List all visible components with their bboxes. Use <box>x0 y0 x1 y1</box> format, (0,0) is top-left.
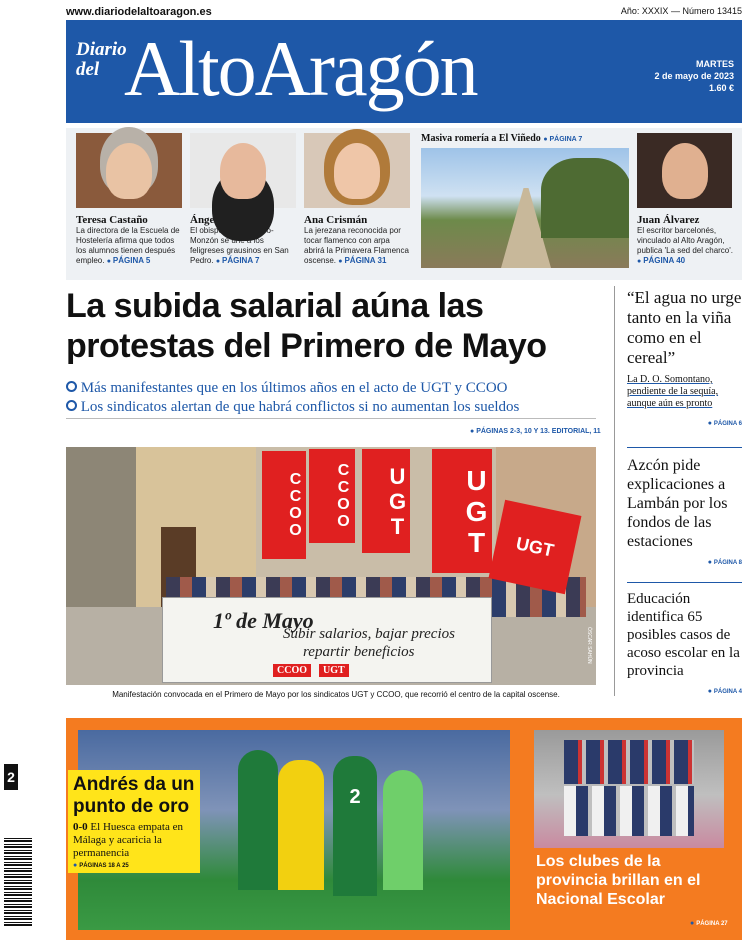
teaser-photo <box>637 133 732 208</box>
teaser-name: Ángel Pérez <box>190 214 247 226</box>
photo-caption: Manifestación convocada en el Primero de Mayo por los sindicatos UGT y CCOO, que recorrió el centro de la capital oscense. <box>112 690 560 699</box>
sidebar-divider <box>614 286 615 696</box>
sidebar-quote[interactable]: “El agua no urge tanto en la viña como en el cereal” La D. O. Somontano, pendiente de la sequía, aunque aún es pronto ● PÁGINA 6 <box>627 288 742 427</box>
bullet-circle-icon <box>66 400 77 411</box>
teaser-photo <box>190 133 296 208</box>
player-jersey: 2 <box>333 756 377 896</box>
lead-bullet-2: Los sindicatos alertan de que habrá conflictos si no aumentan los sueldos <box>66 399 519 416</box>
teaser-photo <box>76 133 182 208</box>
flag-ugt-2: UGT <box>432 449 492 573</box>
sports-story[interactable]: Andrés da un punto de oro 0-0 El Huesca empata en Málaga y acaricia la permanencia ● PÁGINAS 18 A 25 <box>68 770 200 873</box>
issue-number: — Número 13415 <box>670 6 742 16</box>
sports-text: 0-0 El Huesca empata en Málaga y acaricia la permanencia <box>73 821 183 859</box>
quote-subtitle: La D. O. Somontano, pendiente de la sequía, aunque aún es pronto <box>627 374 719 409</box>
protest-banner: 1º de Mayo Subir salarios, bajar precios repartir beneficios CCOO UGT <box>162 597 492 683</box>
sports-headline: Andrés da un punto de oro <box>73 774 195 817</box>
teaser-romeria[interactable] <box>421 133 629 268</box>
sidebar-story-acoso[interactable]: Educación identifica 65 posibles casos de acoso escolar en la provincia ● PÁGINA 4 <box>627 590 742 695</box>
team-row-back <box>564 740 694 784</box>
teaser-text: La directora de la Escuela de Hostelería afirma que todos los alumnos tienen después empleo. ● PÁGINA 5 <box>76 226 182 267</box>
section-marker: 2 <box>4 764 18 790</box>
bullet-circle-icon <box>66 381 77 392</box>
clubs-page: ● PÁGINA 27 <box>690 920 728 927</box>
portrait-icon <box>106 143 152 199</box>
portrait-icon <box>662 143 708 199</box>
photo-credit: ÓSCAR SAHÚN <box>586 627 592 664</box>
teaser-text: El obispo de Barbastro-Monzón se une a los feligreses grausinos en San Pedro. ● PÁGINA 7 <box>190 226 296 267</box>
teaser-ana[interactable] <box>304 133 410 267</box>
lead-headline[interactable]: La subida salarial aúna las protestas del Primero de Mayo <box>66 287 547 365</box>
teaser-name: Teresa Castaño <box>76 214 148 226</box>
sidebar-story-azcon[interactable]: Azcón pide explicaciones a Lambán por los fondos de las estaciones ● PÁGINA 8 <box>627 456 742 566</box>
trees-shape <box>541 158 629 238</box>
player-yellow <box>278 760 324 890</box>
issue-year: Año: XXXIX <box>620 6 669 16</box>
barcode-icon <box>4 838 32 926</box>
masthead <box>66 20 742 123</box>
lead-photo <box>66 447 596 685</box>
clubs-photo <box>534 730 724 848</box>
flag-ugt-3: UGT <box>489 500 582 594</box>
teaser-name: Ana Crismán <box>304 214 368 226</box>
romeria-photo <box>421 148 629 268</box>
teaser-name: Juan Álvarez <box>637 214 700 226</box>
divider <box>66 418 596 419</box>
player-green <box>238 750 278 890</box>
teaser-text: La jerezana reconocida por tocar flamenco con arpa abrirá la Primavera Flamenca oscense. ● PÁGINA 31 <box>304 226 410 267</box>
teaser-juan[interactable] <box>637 133 737 267</box>
romeria-title: Masiva romería a El Viñedo ● PÁGINA 7 <box>421 133 629 144</box>
portrait-icon <box>220 143 266 199</box>
teaser-angel[interactable] <box>190 133 296 267</box>
flag-ccoo: CCOO <box>262 451 306 559</box>
site-url[interactable]: www.diariodelaltoaragon.es <box>66 6 212 18</box>
flag-ccoo-2: CCOO <box>309 449 355 543</box>
masthead-title: AltoAragón <box>124 25 477 112</box>
lead-bullet-1: Más manifestantes que en los últimos años en el acto de UGT y CCOO <box>66 380 507 397</box>
teaser-photo <box>304 133 410 208</box>
portrait-icon <box>334 143 380 199</box>
clubs-headline[interactable]: Los clubes de la provincia brillan en el Nacional Escolar <box>536 853 701 908</box>
sidebar-rule <box>627 582 742 583</box>
lead-pages: ● PÁGINAS 2-3, 10 Y 13. EDITORIAL, 11 <box>470 428 601 435</box>
player-lightgreen <box>383 770 423 890</box>
masthead-diario: Diario del <box>76 39 127 80</box>
teaser-text: El escritor barcelonés, vinculado al Alto Aragón, publica 'La sed del charco'. ● PÁGINA 40 <box>637 226 737 267</box>
sidebar-rule <box>627 447 742 448</box>
flag-ugt: UGT <box>362 449 410 553</box>
teaser-teresa[interactable] <box>76 133 182 267</box>
masthead-date: MARTES 2 de mayo de 2023 1.60 € <box>654 59 734 93</box>
issue-meta <box>621 6 742 16</box>
team-row-front <box>564 786 694 836</box>
